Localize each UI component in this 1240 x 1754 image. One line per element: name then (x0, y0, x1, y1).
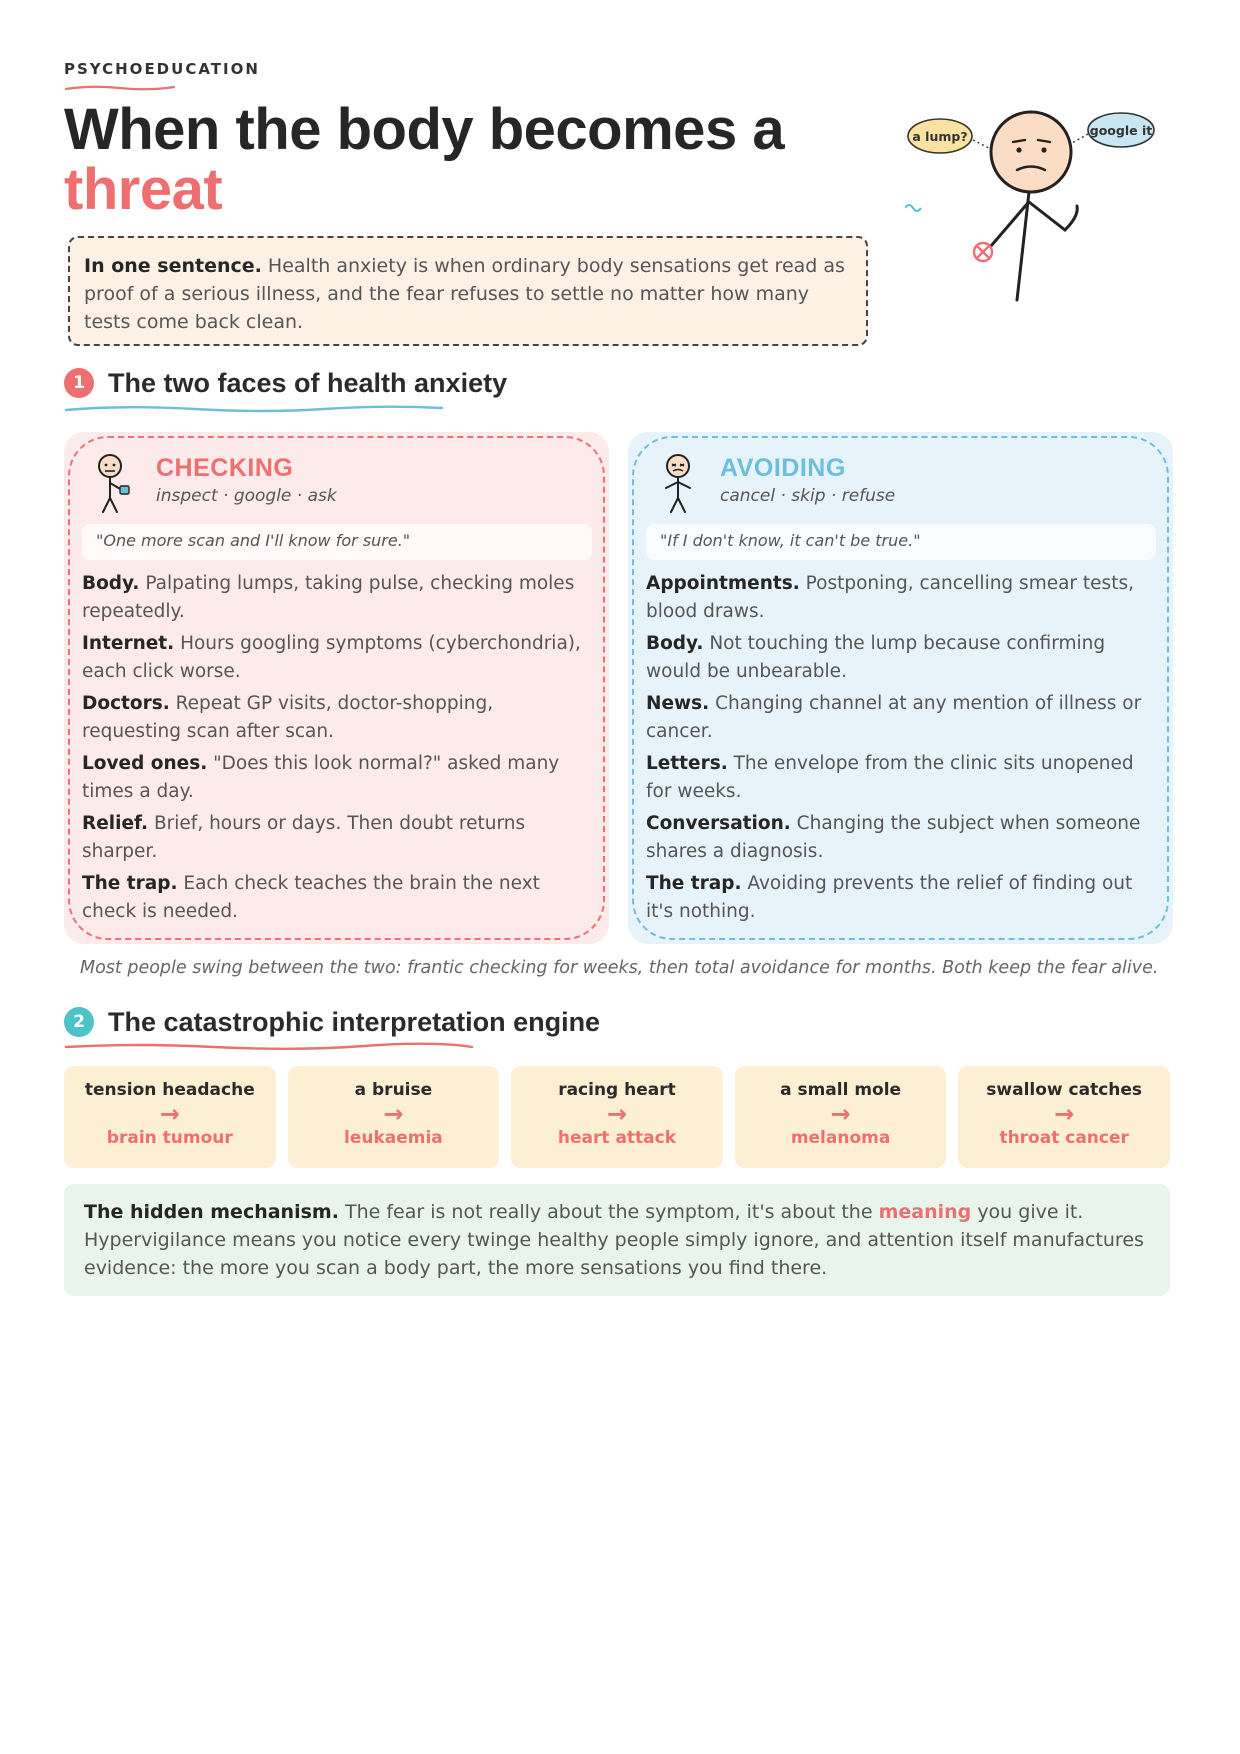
mechanism-text-after: you give it. Hypervigilance means you notice every twinge healthy people simply ignore, and attention itself manufactures evidence: the more you scan a body part, the more sensations you find there. (84, 1201, 1144, 1279)
chain-symptom: racing heart (558, 1080, 676, 1100)
bubble-left-text: a lump? (912, 129, 968, 144)
item-label: Body. (82, 573, 140, 594)
mechanism-label: The hidden mechanism. (84, 1201, 339, 1223)
avoiding-figure-icon (658, 452, 702, 516)
title-line: When the body becomes a (64, 97, 785, 162)
item-text: Postponing, cancelling smear tests, blood draws. (646, 573, 1134, 622)
wavy-mark (905, 205, 921, 211)
list-item (646, 690, 1161, 746)
section-number: 2 (64, 1007, 94, 1037)
item-label: Conversation. (646, 813, 791, 834)
list-item (646, 750, 1161, 806)
checking-figure-icon (94, 452, 138, 516)
chain-card (64, 1066, 276, 1168)
item-label: Relief. (82, 813, 149, 834)
chain-catastrophe: leukaemia (344, 1128, 443, 1148)
item-text: Changing channel at any mention of illness or cancer. (646, 693, 1142, 742)
section-1-heading (64, 363, 507, 403)
item-label: Doctors. (82, 693, 170, 714)
checking-card (64, 432, 609, 944)
chain-card (958, 1066, 1170, 1168)
bubble-right (1088, 113, 1154, 147)
mechanism-highlight: meaning (878, 1201, 972, 1223)
avoiding-card (628, 432, 1173, 944)
section-2-heading (64, 1002, 600, 1042)
list-item (82, 810, 597, 866)
worried-face-icon (991, 112, 1071, 192)
title-accent: threat (64, 157, 223, 222)
worried-figure-illustration (905, 100, 1185, 310)
cancel-icon (974, 243, 992, 261)
item-label: Letters. (646, 753, 728, 774)
item-text: Repeat GP visits, doctor-shopping, requesting scan after scan. (82, 693, 494, 742)
chain-symptom: a bruise (354, 1080, 433, 1100)
one-sentence-label: In one sentence. (84, 255, 262, 277)
item-text: Hours googling symptoms (cyberchondria), each click worse. (82, 633, 581, 682)
chain-catastrophe: brain tumour (106, 1128, 233, 1148)
avoiding-subtitle: cancel · skip · refuse (720, 486, 896, 506)
item-label: News. (646, 693, 710, 714)
item-label: The trap. (82, 873, 178, 894)
chain-symptom: swallow catches (986, 1080, 1143, 1100)
list-item (82, 570, 597, 626)
list-item (82, 750, 597, 806)
list-item (646, 570, 1161, 626)
section-number: 1 (64, 368, 94, 398)
list-item (82, 690, 597, 746)
checking-title: CHECKING (156, 454, 294, 482)
item-text: Changing the subject when someone shares a diagnosis. (646, 813, 1141, 862)
chain-symptom: tension headache (84, 1080, 255, 1100)
item-label: Loved ones. (82, 753, 208, 774)
chain-card (288, 1066, 500, 1168)
page-title (64, 97, 884, 222)
avoiding-title: AVOIDING (720, 454, 846, 482)
item-text: "Does this look normal?" asked many times a day. (82, 753, 560, 802)
section-title: The catastrophic interpretation engine (108, 1006, 601, 1037)
item-text: Avoiding prevents the relief of finding out it's nothing. (646, 873, 1133, 922)
chain-card (511, 1066, 723, 1168)
chain-symptom: a small mole (780, 1080, 902, 1100)
section-1-underline (64, 404, 444, 414)
kicker: PSYCHOEDUCATION (64, 60, 260, 78)
list-item (646, 870, 1161, 926)
item-text: Each check teaches the brain the next check is needed. (82, 873, 540, 922)
chain-card (735, 1066, 947, 1168)
item-label: Internet. (82, 633, 175, 654)
chain-catastrophe: heart attack (557, 1128, 677, 1148)
item-label: The trap. (646, 873, 742, 894)
checking-quote: "One more scan and I'll know for sure." (82, 524, 592, 560)
kicker-underline (64, 84, 176, 92)
checking-list (82, 570, 597, 930)
chain-catastrophe: throat cancer (999, 1128, 1129, 1148)
item-label: Appointments. (646, 573, 800, 594)
one-sentence-box (68, 236, 868, 346)
bubble-left (908, 119, 972, 153)
list-item (646, 810, 1161, 866)
one-sentence-text: Health anxiety is when ordinary body sensations get read as proof of a serious illness, and the fear refuses to settle no matter how many tests come back clean. (84, 255, 845, 333)
item-text: Brief, hours or days. Then doubt returns sharper. (82, 813, 526, 862)
swing-note: Most people swing between the two: frantic checking for weeks, then total avoidance for months. Both keep the fear alive. (80, 958, 1159, 978)
list-item (646, 630, 1161, 686)
bubble-right-text: google it (1089, 123, 1153, 138)
avoiding-list (646, 570, 1161, 930)
checking-subtitle: inspect · google · ask (156, 486, 337, 506)
avoiding-quote: "If I don't know, it can't be true." (646, 524, 1156, 560)
arrow-right-icon: → (159, 1100, 180, 1128)
interpretation-chains (64, 1066, 1170, 1168)
arrow-right-icon: → (606, 1100, 628, 1128)
list-item (82, 870, 597, 926)
mechanism-text-before: The fear is not really about the symptom, it's about the (344, 1201, 873, 1223)
hidden-mechanism-box (64, 1184, 1170, 1296)
item-text: Palpating lumps, taking pulse, checking moles repeatedly. (82, 573, 575, 622)
chain-catastrophe: melanoma (790, 1128, 891, 1148)
item-text: The envelope from the clinic sits unopened for weeks. (646, 753, 1134, 802)
list-item (82, 630, 597, 686)
arrow-right-icon: → (383, 1100, 404, 1128)
item-label: Body. (646, 633, 704, 654)
arrow-right-icon: → (1054, 1100, 1075, 1128)
arrow-right-icon: → (830, 1100, 851, 1128)
section-title: The two faces of health anxiety (108, 367, 508, 398)
section-2-underline (64, 1042, 474, 1052)
item-text: Not touching the lump because confirming would be unbearable. (646, 633, 1106, 682)
